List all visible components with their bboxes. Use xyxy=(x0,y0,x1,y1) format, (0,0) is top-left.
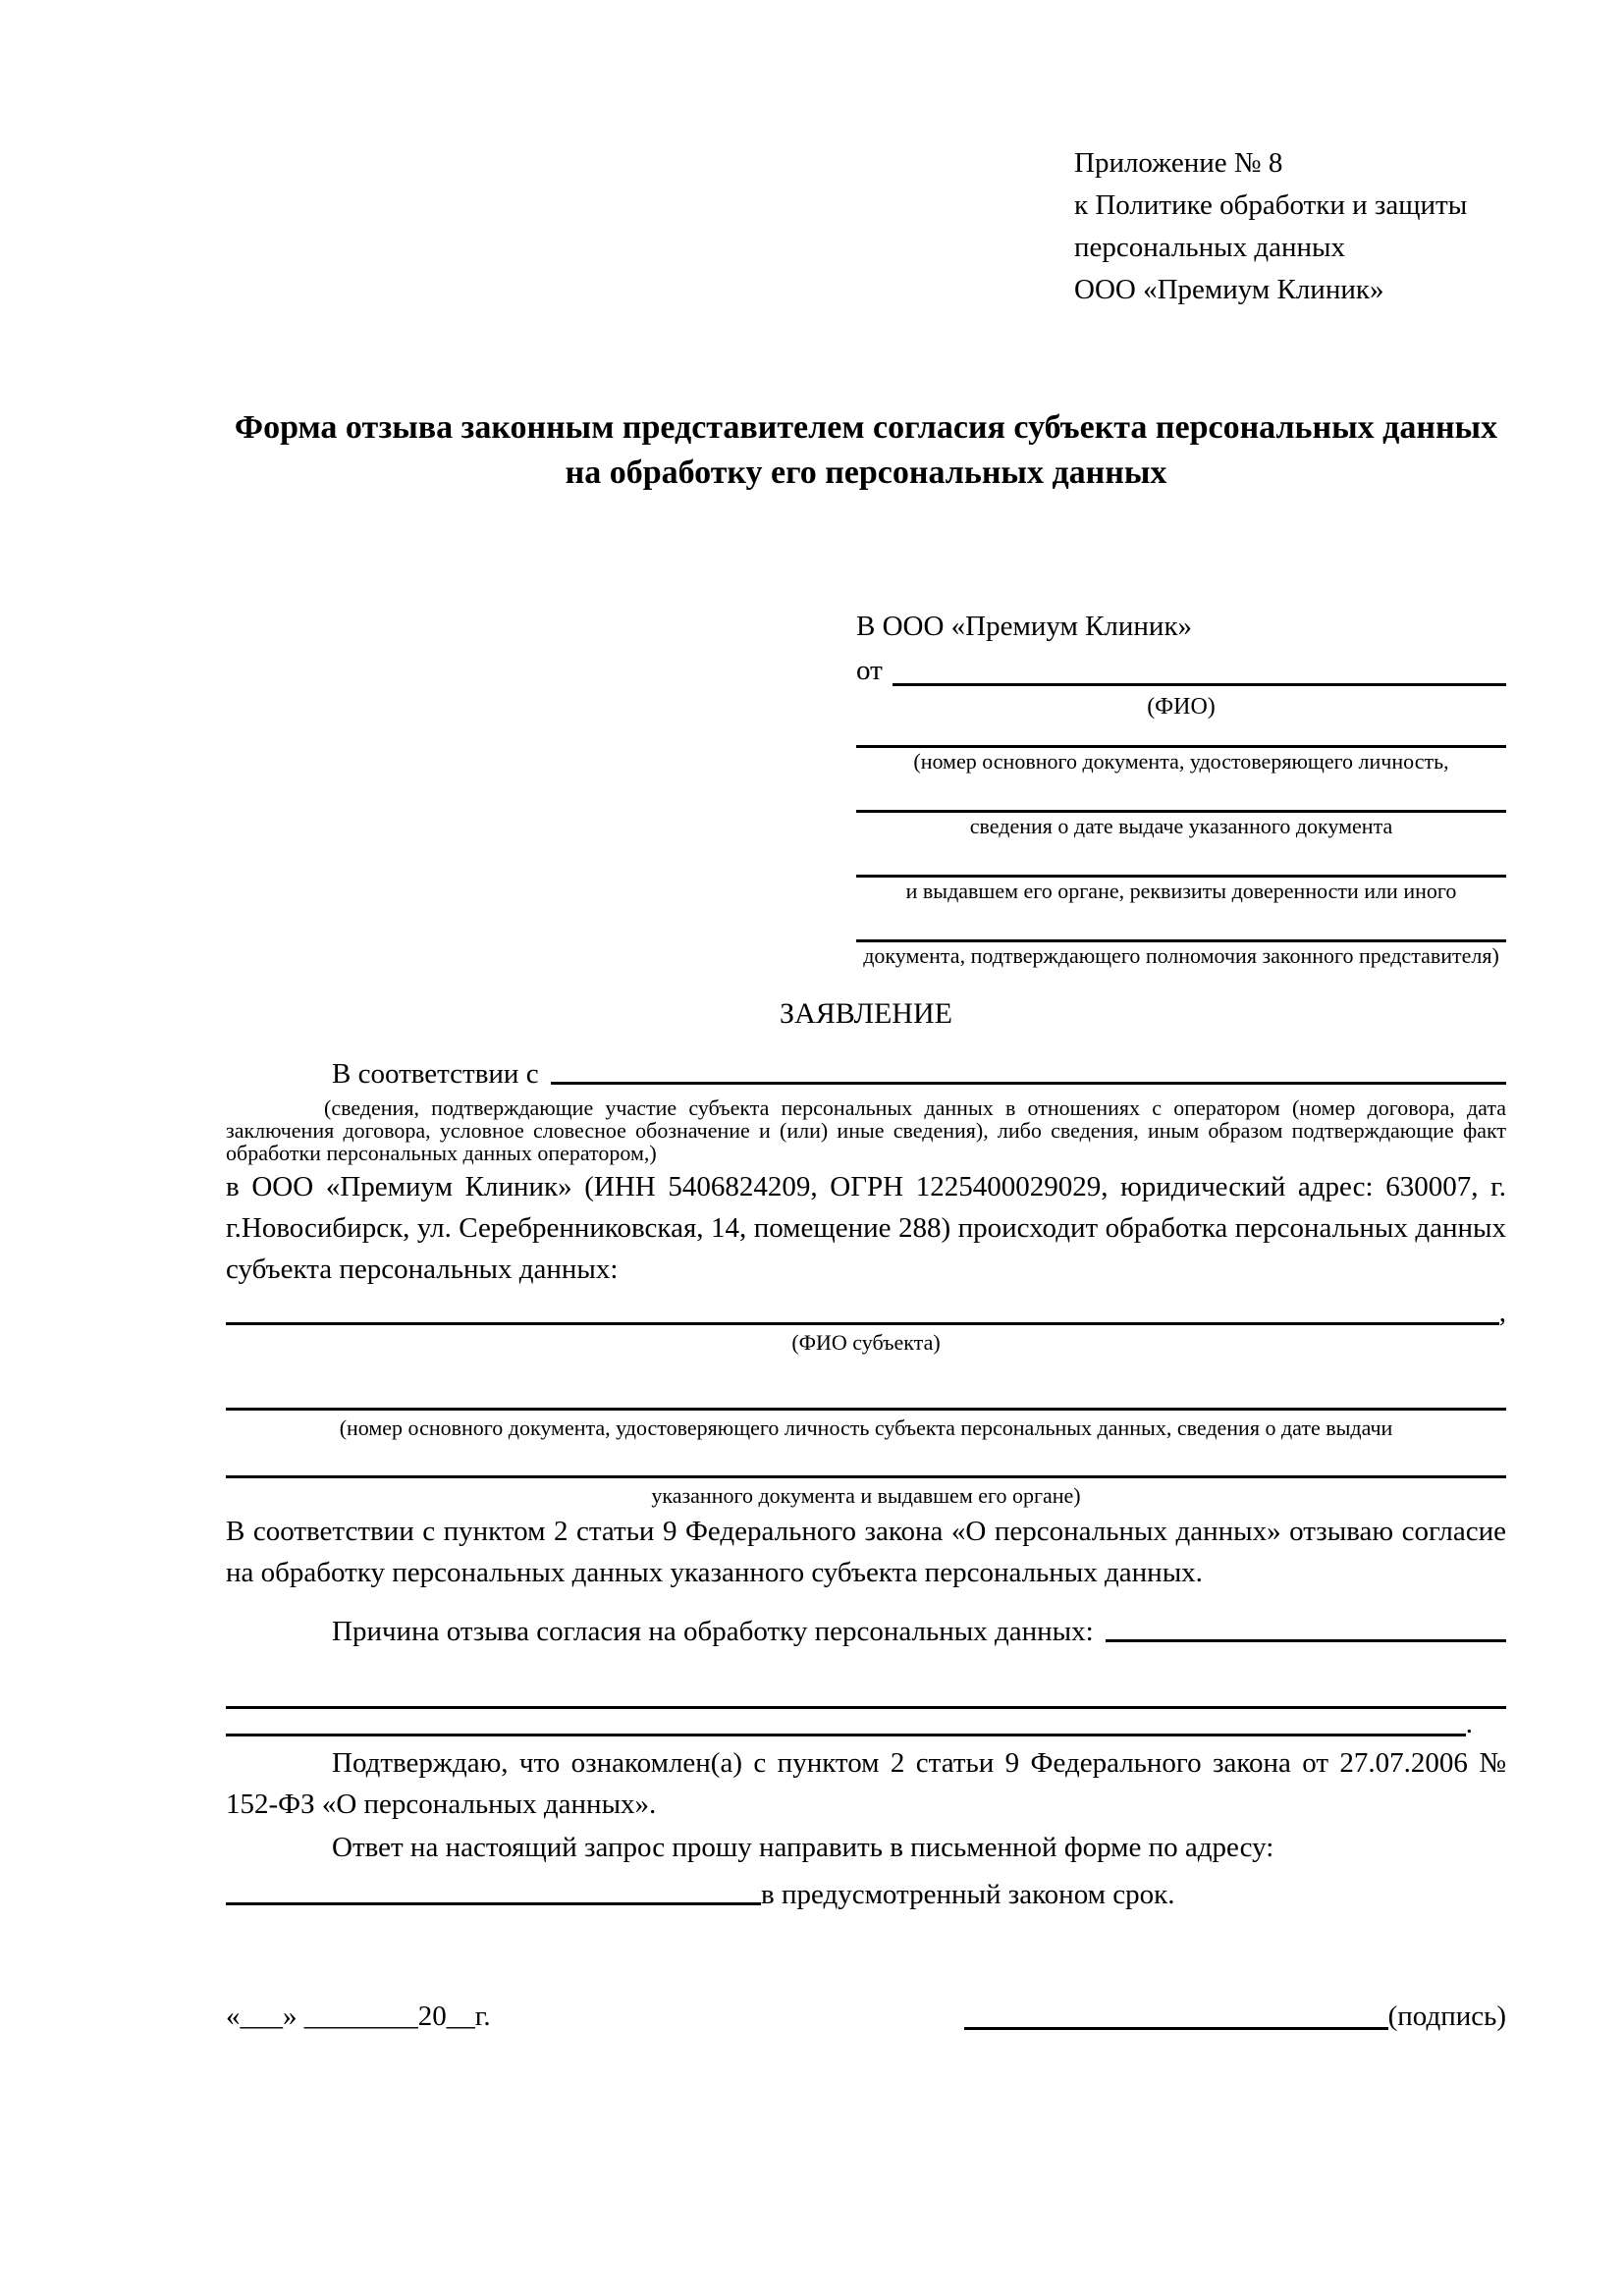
reply-prefix-paragraph: Ответ на настоящий запрос прошу направить в письменной форме по адресу: xyxy=(332,1832,1274,1863)
appendix-line-2: к Политике обработки и защиты xyxy=(1074,189,1468,221)
fio-caption: (ФИО) xyxy=(1147,694,1216,720)
blank-line xyxy=(856,721,1506,748)
addressee-field-1 xyxy=(856,721,1506,774)
appendix-line-3: персональных данных xyxy=(1074,232,1346,263)
blank-line xyxy=(226,1408,1506,1411)
reply-suffix: в предусмотренный законом срок. xyxy=(761,1879,1175,1910)
intro-blank-line xyxy=(551,1082,1506,1085)
blank-line xyxy=(856,851,1506,878)
reply-address-row xyxy=(226,1868,1506,1911)
blank-line-period: . xyxy=(1465,1708,1473,1739)
subject-fio-caption: (ФИО субъекта) xyxy=(791,1330,941,1355)
confirm-paragraph: Подтверждаю, что ознакомлен(а) с пунктом 2 статьи 9 Федерального закона от 27.07.2006 № 152-ФЗ «О персональных данных». xyxy=(226,1747,1506,1820)
field-caption-4: документа, подтверждающего полномочия законного представителя) xyxy=(863,943,1499,968)
blank-line xyxy=(226,1706,1506,1709)
addressee-field-2 xyxy=(856,786,1506,839)
signature-caption: (подпись) xyxy=(1387,2001,1506,2032)
blank-line xyxy=(226,1322,1499,1325)
from-blank-line xyxy=(893,683,1506,686)
date-line: «___» ________20__г. xyxy=(226,2001,491,2032)
addressee-block xyxy=(856,606,1506,969)
reason-label: Причина отзыва согласия на обработку персональных данных: xyxy=(332,1616,1094,1647)
intro-prefix: В соответствии с xyxy=(332,1058,539,1090)
subject-doc-caption-2: указанного документа и выдавшем его органе) xyxy=(651,1483,1081,1508)
subject-doc-row-1 xyxy=(226,1387,1506,1415)
addressee-field-3 xyxy=(856,851,1506,904)
field-caption-2: сведения о дате выдаче указанного документа xyxy=(969,814,1393,838)
subject-doc-row-2 xyxy=(226,1455,1506,1482)
reason-blank-row-2 xyxy=(226,1708,1473,1740)
document-title: Форма отзыва законным представителем согласия субъекта персональных данных на обработку его персональных данных xyxy=(234,409,1498,491)
reason-blank-row-1 xyxy=(226,1687,1506,1713)
subject-fio-row xyxy=(226,1297,1506,1329)
statement-heading: ЗАЯВЛЕНИЕ xyxy=(780,997,952,1030)
signature-blank-line xyxy=(964,2027,1388,2030)
subject-doc-caption-1: (номер основного документа, удостоверяющего личность субъекта персональных данных, сведения о дате выдачи xyxy=(339,1415,1393,1440)
addressee-field-4 xyxy=(856,916,1506,969)
reason-row xyxy=(226,1605,1506,1648)
blank-line xyxy=(226,1475,1506,1478)
appendix-note xyxy=(1074,142,1506,311)
blank-line xyxy=(856,916,1506,942)
intro-caption: (сведения, подтверждающие участие субъекта персональных данных в отношениях с оператором (номер договора, дата заключения договора, условное словесное обозначение и (или) иные сведения), либо сведения, иным образом подтверждающие факт обработки персональных данных оператором,) xyxy=(226,1095,1506,1165)
field-caption-3: и выдавшем его органе, реквизиты доверенности или иного xyxy=(905,879,1457,903)
reason-blank-line xyxy=(1106,1639,1506,1642)
footer-row xyxy=(226,1996,1506,2037)
from-label: от xyxy=(856,655,883,686)
blank-line xyxy=(226,1734,1466,1736)
signature-group xyxy=(964,1996,1506,2037)
appendix-line-1: Приложение № 8 xyxy=(1074,147,1283,179)
reply-blank-line xyxy=(226,1902,761,1905)
from-row xyxy=(856,648,1506,692)
withdraw-paragraph: В соответствии с пунктом 2 статьи 9 Федерального закона «О персональных данных» отзываю согласие на обработку персональных данных указанного субъекта персональных данных. xyxy=(226,1516,1506,1588)
appendix-line-4: ООО «Премиум Клиник» xyxy=(1074,274,1384,305)
blank-gap xyxy=(226,1648,1506,1687)
field-caption-1: (номер основного документа, удостоверяющего личность, xyxy=(913,749,1449,774)
intro-row xyxy=(226,1047,1506,1091)
addressee-to: В ООО «Премиум Клиник» xyxy=(856,611,1193,642)
blank-line xyxy=(856,786,1506,813)
operator-paragraph: в ООО «Премиум Клиник» (ИНН 5406824209, ОГРН 1225400029029, юридический адрес: 630007, г. г.Новосибирск, ул. Серебренниковская, 14, помещение 288) происходит обработка персональных данных субъекта персональных данных: xyxy=(226,1171,1506,1285)
subject-line-comma: , xyxy=(1498,1297,1506,1328)
